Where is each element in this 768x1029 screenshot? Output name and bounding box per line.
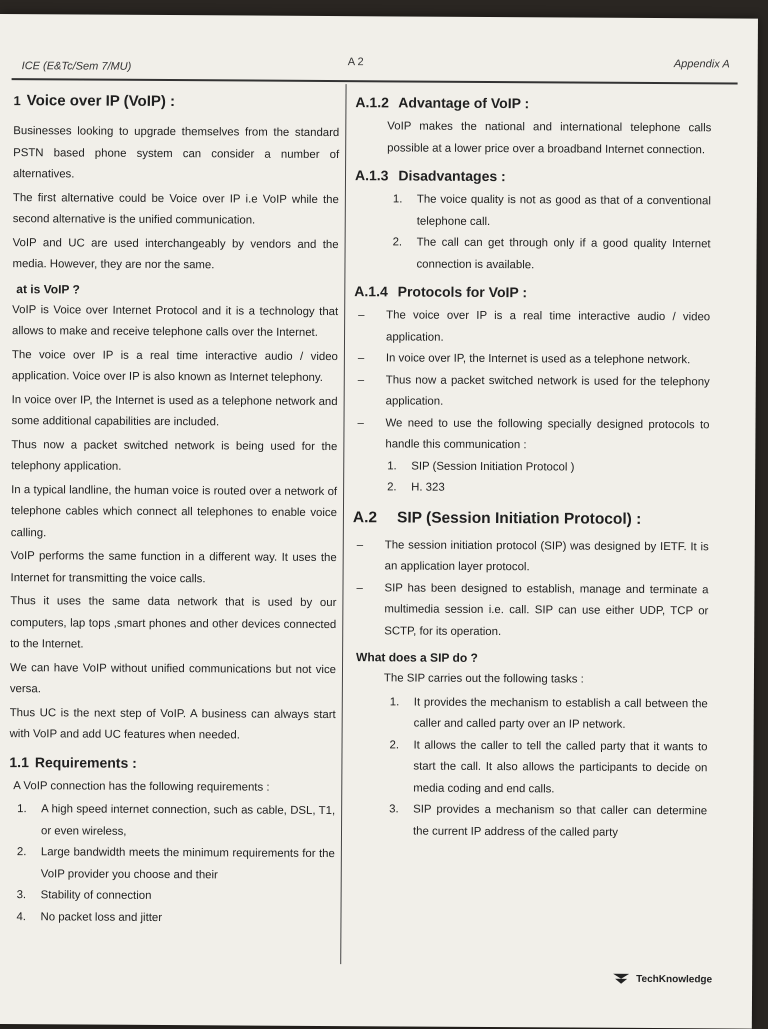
section-title-protocols: A.1.4 Protocols for VoIP : (354, 283, 528, 301)
list-item: 2. The call can get through only if a good quality Internet connection is available. (392, 236, 711, 271)
requirements-list (8, 799, 335, 930)
list-item: – We need to use the following specially designed protocols to handle this communication : (357, 416, 710, 452)
list-item: 1. SIP (Session Initiation Protocol ) (387, 459, 575, 474)
protocols-sublist (353, 456, 709, 501)
protocols-list (353, 305, 710, 458)
textbook-page (0, 14, 758, 1029)
list-item: 3. SIP provides a mechanism so that caller can determine the current IP address of the called party (389, 803, 708, 839)
paragraph: In voice over IP, the Internet is used as a telephone network and some additional capabilities are included. (11, 393, 338, 429)
list-item: 2. It allows the caller to tell the called party that it wants to start the call. It also allows the participants to decide on media coding and end calls. (389, 738, 708, 795)
paragraph: Thus UC is the next step of VoIP. A business can always start with VoIP and add UC features when needed. (9, 706, 336, 742)
header-course: ICE (E&Tc/Sem 7/MU) (21, 60, 132, 73)
disadvantages-list (354, 189, 711, 277)
list-item: – SIP has been designed to establish, manage and terminate a multimedia session i.e. call. SIP can use either UDP, TCP or SCTP, for its operation. (356, 581, 709, 638)
header-page-number: A 2 (347, 56, 364, 69)
paragraph: The first alternative could be Voice over IP i.e VoIP while the second alternative is the unified communication. (12, 191, 339, 227)
sip-tasks-list (351, 692, 708, 845)
paragraph: In a typical landline, the human voice is routed over a network of telephone cables which connect all telephones to enable voice calling. (10, 483, 338, 539)
list-item: – The session initiation protocol (SIP) was designed by IETF. It is an application layer protocol. (356, 538, 709, 574)
section-title-requirements: 1.1 Requirements : (9, 753, 137, 771)
publisher-logo-icon (612, 972, 630, 986)
list-item: – Thus now a packet switched network is used for the telephony application. (357, 373, 710, 408)
publisher-brand: TechKnowledge (636, 973, 713, 985)
subheading-what-is-voip: at is VoIP ? (16, 281, 80, 296)
page-header (12, 54, 740, 78)
list-item: 3. Stability of connection (16, 889, 152, 902)
list-item: 2. Large bandwidth meets the minimum requirements for the VoIP provider you choose and their (16, 846, 335, 881)
section-title-voip: 1 Voice over IP (VoIP) : (13, 92, 176, 111)
sip-list (352, 535, 709, 645)
section-title-disadvantages: A.1.3 Disadvantages : (354, 167, 506, 185)
paragraph: VoIP and UC are used interchangeably by vendors and the media. However, they are nor the same. (12, 236, 339, 272)
left-column (8, 84, 339, 930)
list-item: 1. A high speed internet connection, such as cable, DSL, T1, or even wireless, (17, 803, 336, 838)
list-item: – In voice over IP, the Internet is used as a telephone network. (357, 352, 691, 367)
list-item: 2. H. 323 (387, 481, 445, 494)
paragraph: Thus now a packet switched network is being used for the telephony application. (11, 438, 338, 473)
list-item: 4. No packet loss and jitter (16, 910, 163, 924)
column-divider (340, 84, 346, 964)
list-item: – The voice over IP is a real time interactive audio / video application. (358, 309, 711, 344)
section-title-sip: A.2 SIP (Session Initiation Protocol) : (352, 508, 642, 528)
subheading-what-does-sip-do: What does a SIP do ? (356, 650, 478, 665)
paragraph: Thus it uses the same data network that is used by our computers, lap tops ,smart phones and other devices connected to the Internet. (10, 595, 337, 651)
header-appendix: Appendix A (673, 58, 730, 71)
section-title-advantage: A.1.2 Advantage of VoIP : (355, 94, 530, 112)
paragraph: We can have VoIP without unified communications but not vice versa. (9, 661, 337, 696)
paragraph: VoIP is Voice over Internet Protocol and it is a technology that allows to make and receive telephone calls over the Internet. (12, 303, 339, 339)
list-item: 1. The voice quality is not as good as that of a conventional telephone call. (392, 193, 711, 228)
paragraph: VoIP performs the same function in a different way. It uses the Internet for transmitting the voice calls. (10, 550, 337, 585)
paragraph: VoIP makes the national and international telephone calls possible at a lower price over a broadband Internet connection. (387, 120, 712, 156)
right-column (351, 86, 712, 844)
publisher-footer (612, 972, 712, 987)
paragraph: The SIP carries out the following tasks : (383, 672, 584, 686)
header-rule (12, 78, 738, 84)
paragraph: The voice over IP is a real time interactive audio / video application. Voice over IP is also known as Internet telephony. (11, 348, 338, 384)
paragraph: A VoIP connection has the following requirements : (13, 779, 270, 794)
list-item: 1. It provides the mechanism to establish a call between the caller and called party over an IP network. (389, 695, 708, 731)
paragraph: Businesses looking to upgrade themselves from the standard PSTN based phone system can consider a number of alternatives. (12, 125, 340, 181)
